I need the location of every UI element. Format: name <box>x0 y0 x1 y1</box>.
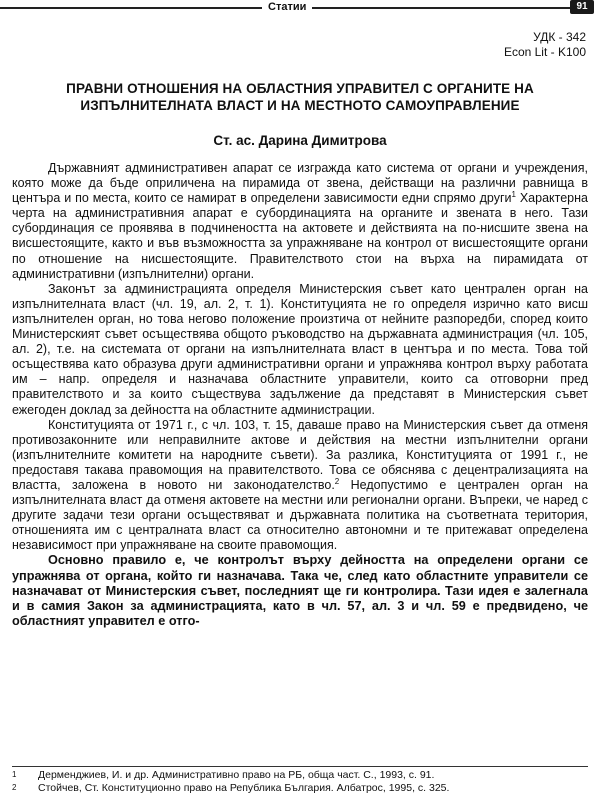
article-title <box>14 80 586 114</box>
footnote-1 <box>12 769 588 782</box>
paragraph-3 <box>12 418 588 554</box>
udk-code: УДК - 342 <box>533 30 586 44</box>
section-name: Статии <box>262 0 312 14</box>
paragraph-1 <box>12 161 588 282</box>
title-line-2: ИЗПЪЛНИТЕЛНАТА ВЛАСТ И НА МЕСТНОТО САМОУПРАВЛЕНИЕ <box>80 98 520 113</box>
page-number: 91 <box>570 0 594 14</box>
paragraph-3-text-cont: Недопустимо е централен орган на изпълнителната власт да отменя актовете на местни или регионални органи. Въпреки, че наред с другите задачи тези органи осъществяват и държавната политика на съответната територия, отношенията им с централната власт са относително автономни и те притежават определена независимост при упражняване на своите правомощия. <box>12 477 588 553</box>
footnote-text: Дерменджиев, И. и др. Административно право на РБ, обща част. С., 1993, с. 91. <box>38 769 435 781</box>
paragraph-2: Законът за администрацията определя Министерския съвет като централен орган на изпълнителната власт (чл. 19, ал. 2, т. 1). Конституцията не го определя изрично като висш изпълнителен орган, но това негово положение произтича от нейните разпоредби, според които Министерският съвет осъществява общото ръководство на държавната администрация (чл. 105, ал. 2), т.е. на системата от органи на изпълнителната власт в центъра и по места. Това той осъществява като образува други административни органи и упражнява контрол върху работата им – напр. определя и назначава областните управители, които са отговорни пред правителството и за които съществува задължение да представят в Министерския съвет ежегоден доклад за дейността на областните администрации. <box>12 281 588 417</box>
author-name: Ст. ас. Дарина Димитрова <box>213 133 387 148</box>
footnote-number: 2 <box>12 783 17 792</box>
footnote-2 <box>12 782 588 795</box>
footnote-number: 1 <box>12 770 17 779</box>
footnote-ref-2: 2 <box>334 476 340 486</box>
running-header <box>0 0 600 16</box>
paragraph-4-bold: Основно правило е, че контролът върху дейността на определени органи се упражнява от органа, който ги назначава. Така че, след като областните управители се назначават от Министерския съвет, последният ще ги контролира. Тази идея е залегнала и в самия Закон за администрацията, като в чл. 57, ал. 3 и чл. 59 е предвидено, че областният управител е отго- <box>12 553 588 628</box>
footnote-ref-1: 1 <box>511 190 516 200</box>
paragraph-1-text: Държавният административен апарат се изгражда като система от органи и учреждения, която може да бъде оприличена на пирамида от звена, действащи на различни равнища в центъра и по места, които се намират в определени зависимости едни спрямо други <box>12 161 588 206</box>
paragraph-1-text-cont: Характерна черта на административния апарат е субординацията на органите и звената в него. Тази субординация се проявява в подчинеността на актовете и действията на по-нисшите звена на висшестоящите, както и във възможността за упражняване на контрол от висшестоящите органи по отношение на нисшестоящите. Правителството стои на върха на пирамидата от административни (изпълнителни) органи. <box>12 191 588 281</box>
paragraph-3-text: Конституцията от 1971 г., с чл. 103, т. 15, даваше право на Министерския съвет да отменя противозаконните или неправилните актове и действия на местни изпълнителни органи (изпълнителните комитети на народните съвети). За разлика, Конституцията от 1991 г., не предоставя такава правомощия на правителството. Това се обяснява с децентрализацията на властта, заложена в новото ни законодателство. <box>12 417 588 492</box>
title-line-1: ПРАВНИ ОТНОШЕНИЯ НА ОБЛАСТНИЯ УПРАВИТЕЛ С ОРГАНИТЕ НА <box>66 81 534 96</box>
footnote-text: Стойчев, Ст. Конституционно право на Република България. Албатрос, 1995, с. 325. <box>38 782 450 794</box>
article-body <box>12 161 588 629</box>
classification-codes <box>504 30 586 60</box>
econ-lit-code: Econ Lit - K100 <box>503 45 586 59</box>
footnotes <box>12 766 588 795</box>
